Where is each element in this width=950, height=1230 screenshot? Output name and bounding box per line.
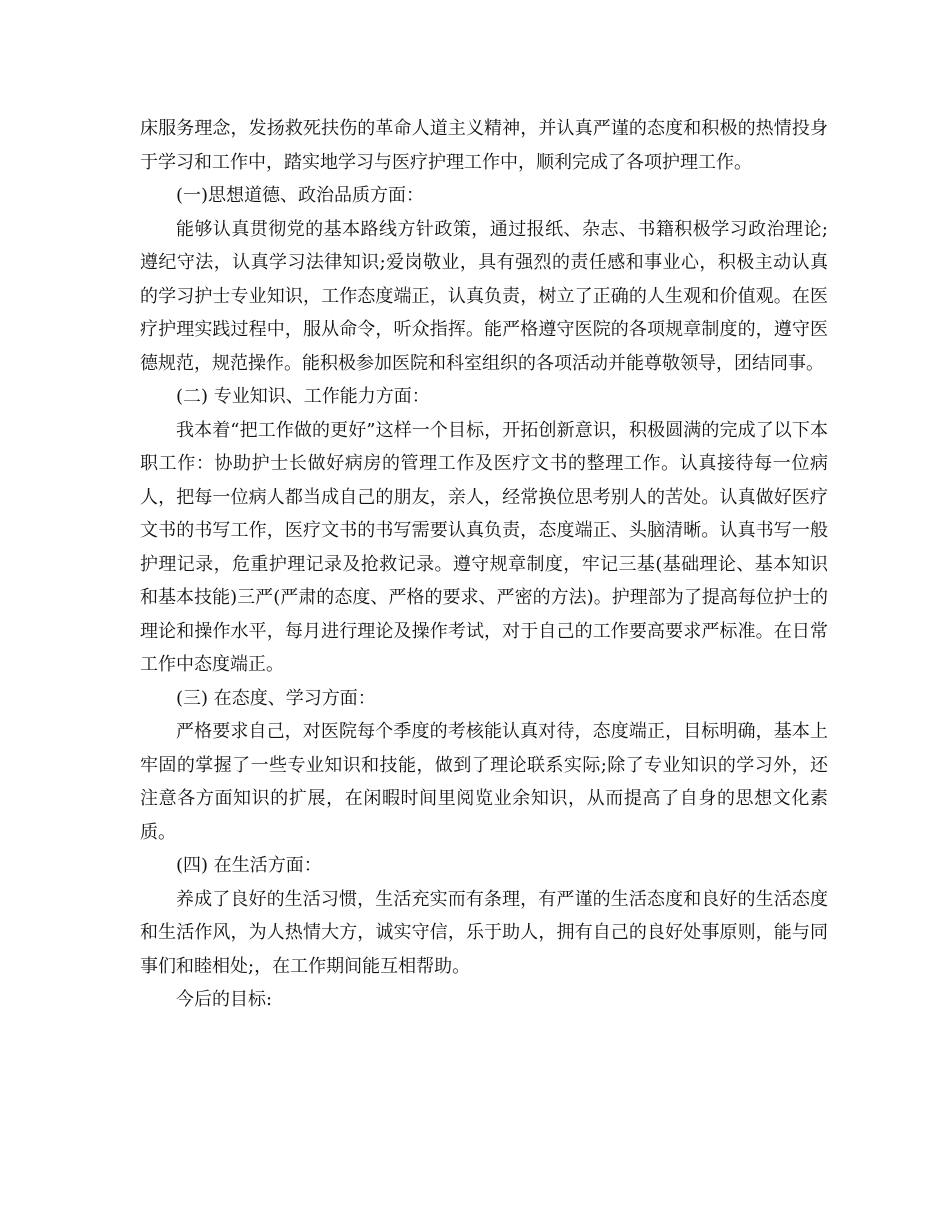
paragraph-moral-political: 能够认真贯彻党的基本路线方针政策，通过报纸、杂志、书籍积极学习政治理论;遵纪守法，认真学习法律知识;爱岗敬业，具有强烈的责任感和事业心，积极主动认真的学习护士专业知识，工作态度端正，认真负责，树立了正确的人生观和价值观。在医疗护理实践过程中，服从命令，听众指挥。能严格遵守医院的各项规章制度的，遵守医德规范，规范操作。能积极参加医院和科室组织的各项活动并能尊敬领导，团结同事。 xyxy=(140,218,828,374)
document-body xyxy=(140,112,828,1017)
paragraph-attitude-study: 严格要求自己，对医院每个季度的考核能认真对待，态度端正，目标明确，基本上牢固的掌握了一些专业知识和技能，做到了理论联系实际;除了专业知识的学习外，还注意各方面知识的扩展，在闲暇时间里阅览业余知识，从而提高了自身的思想文化素质。 xyxy=(140,721,828,843)
section-heading-attitude-study: (三) 在态度、学习方面： xyxy=(176,687,376,709)
section-heading-moral-political: (一)思想道德、政治品质方面： xyxy=(176,185,425,206)
paragraph-life: 养成了良好的生活习惯，生活充实而有条理，有严谨的生活态度和良好的生活态度和生活作风，为人热情大方，诚实守信，乐于助人，拥有自己的良好处事原则，能与同事们和睦相处;，在工作期间能互相帮助。 xyxy=(140,888,828,977)
section-heading-life: (四) 在生活方面： xyxy=(176,855,322,876)
paragraph-professional-ability: 我本着“把工作做的更好”这样一个目标，开拓创新意识，积极圆满的完成了以下本职工作：协助护士长做好病房的管理工作及医疗文书的整理工作。认真接待每一位病人，把每一位病人都当成自己的朋友，亲人，经常换位思考别人的苦处。认真做好医疗文书的书写工作，医疗文书的书写需要认真负责，态度端正、头脑清晰。认真书写一般护理记录，危重护理记录及抢救记录。遵守规章制度，牢记三基(基础理论、基本知识和基本技能)三严(严肃的态度、严格的要求、严密的方法)。护理部为了提高每位护士的理论和操作水平，每月进行理论及操作考试，对于自己的工作要高要求严标准。在日常工作中态度端正。 xyxy=(140,419,828,675)
section-heading-professional-ability: (二) 专业知识、工作能力方面： xyxy=(176,386,430,407)
paragraph-intro-continuation: 床服务理念，发扬救死扶伤的革命人道主义精神，并认真严谨的态度和积极的热情投身于学习和工作中，踏实地学习与医疗护理工作中，顺利完成了各项护理工作。 xyxy=(140,118,828,173)
section-heading-future-goals: 今后的目标: xyxy=(176,989,273,1010)
